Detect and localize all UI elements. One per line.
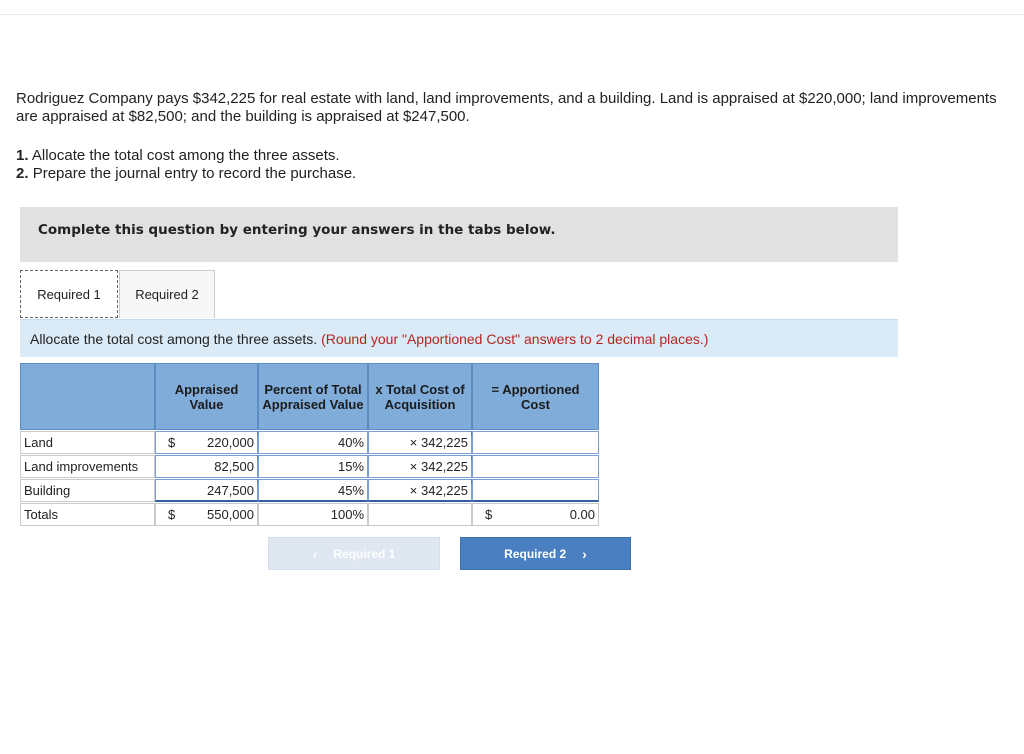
instructions-banner	[20, 207, 898, 262]
total-apportioned-cost: $ 0.00	[472, 503, 599, 526]
chevron-right-icon: ›	[582, 545, 587, 562]
total-appraised-value: $ 550,000	[155, 503, 258, 526]
rounding-note: (Round your "Apportioned Cost" answers to 2 decimal places.)	[321, 331, 709, 347]
percent-input[interactable]: 40%	[258, 431, 368, 454]
row-label: Land	[20, 431, 155, 454]
apportioned-cost-input[interactable]	[472, 455, 599, 478]
appraised-value-input[interactable]: $ 220,000	[155, 431, 258, 454]
chevron-left-icon: ‹	[312, 545, 318, 562]
header-percent-of-total: Percent of Total Appraised Value	[258, 363, 368, 430]
apportioned-cost-input[interactable]	[472, 431, 599, 454]
cost-input[interactable]: × 342,225	[368, 431, 472, 454]
row-label: Building	[20, 479, 155, 502]
next-button[interactable]: Required 2 ›	[460, 537, 631, 570]
header-total-cost: x Total Cost of Acquisition	[368, 363, 472, 430]
appraised-value-input[interactable]: 247,500	[155, 479, 258, 502]
header-apportioned-cost: = Apportioned Cost	[472, 363, 599, 430]
requirement-1: 1. Allocate the total cost among the three assets.	[16, 147, 340, 164]
total-cost-empty	[368, 503, 472, 526]
header-appraised-value: Appraised Value	[155, 363, 258, 430]
prev-button[interactable]: ‹ Required 1	[268, 537, 440, 570]
banner-text: Complete this question by entering your answers in the tabs below.	[38, 222, 556, 238]
cost-input[interactable]: × 342,225	[368, 455, 472, 478]
instruction-bar	[20, 319, 898, 357]
tab-required-2[interactable]: Required 2	[119, 270, 215, 318]
instruction-text: Allocate the total cost among the three assets.	[30, 331, 318, 347]
row-label: Land improvements	[20, 455, 155, 478]
appraised-value-input[interactable]: 82,500	[155, 455, 258, 478]
total-percent: 100%	[258, 503, 368, 526]
header-label	[20, 363, 155, 430]
tab-required-1[interactable]: Required 1	[20, 270, 118, 318]
top-divider	[0, 14, 1024, 15]
problem-statement: Rodriguez Company pays $342,225 for real estate with land, land improvements, and a building. Land is appraised at $220,000; land improvements are appraised at $82,500; and the building is appraised at $247,500.	[16, 90, 997, 125]
percent-input[interactable]: 45%	[258, 479, 368, 502]
requirement-2: 2. Prepare the journal entry to record the purchase.	[16, 165, 357, 182]
cost-input[interactable]: × 342,225	[368, 479, 472, 502]
apportioned-cost-input[interactable]	[472, 479, 599, 502]
requirements-list	[16, 147, 356, 183]
percent-input[interactable]: 15%	[258, 455, 368, 478]
totals-label: Totals	[20, 503, 155, 526]
